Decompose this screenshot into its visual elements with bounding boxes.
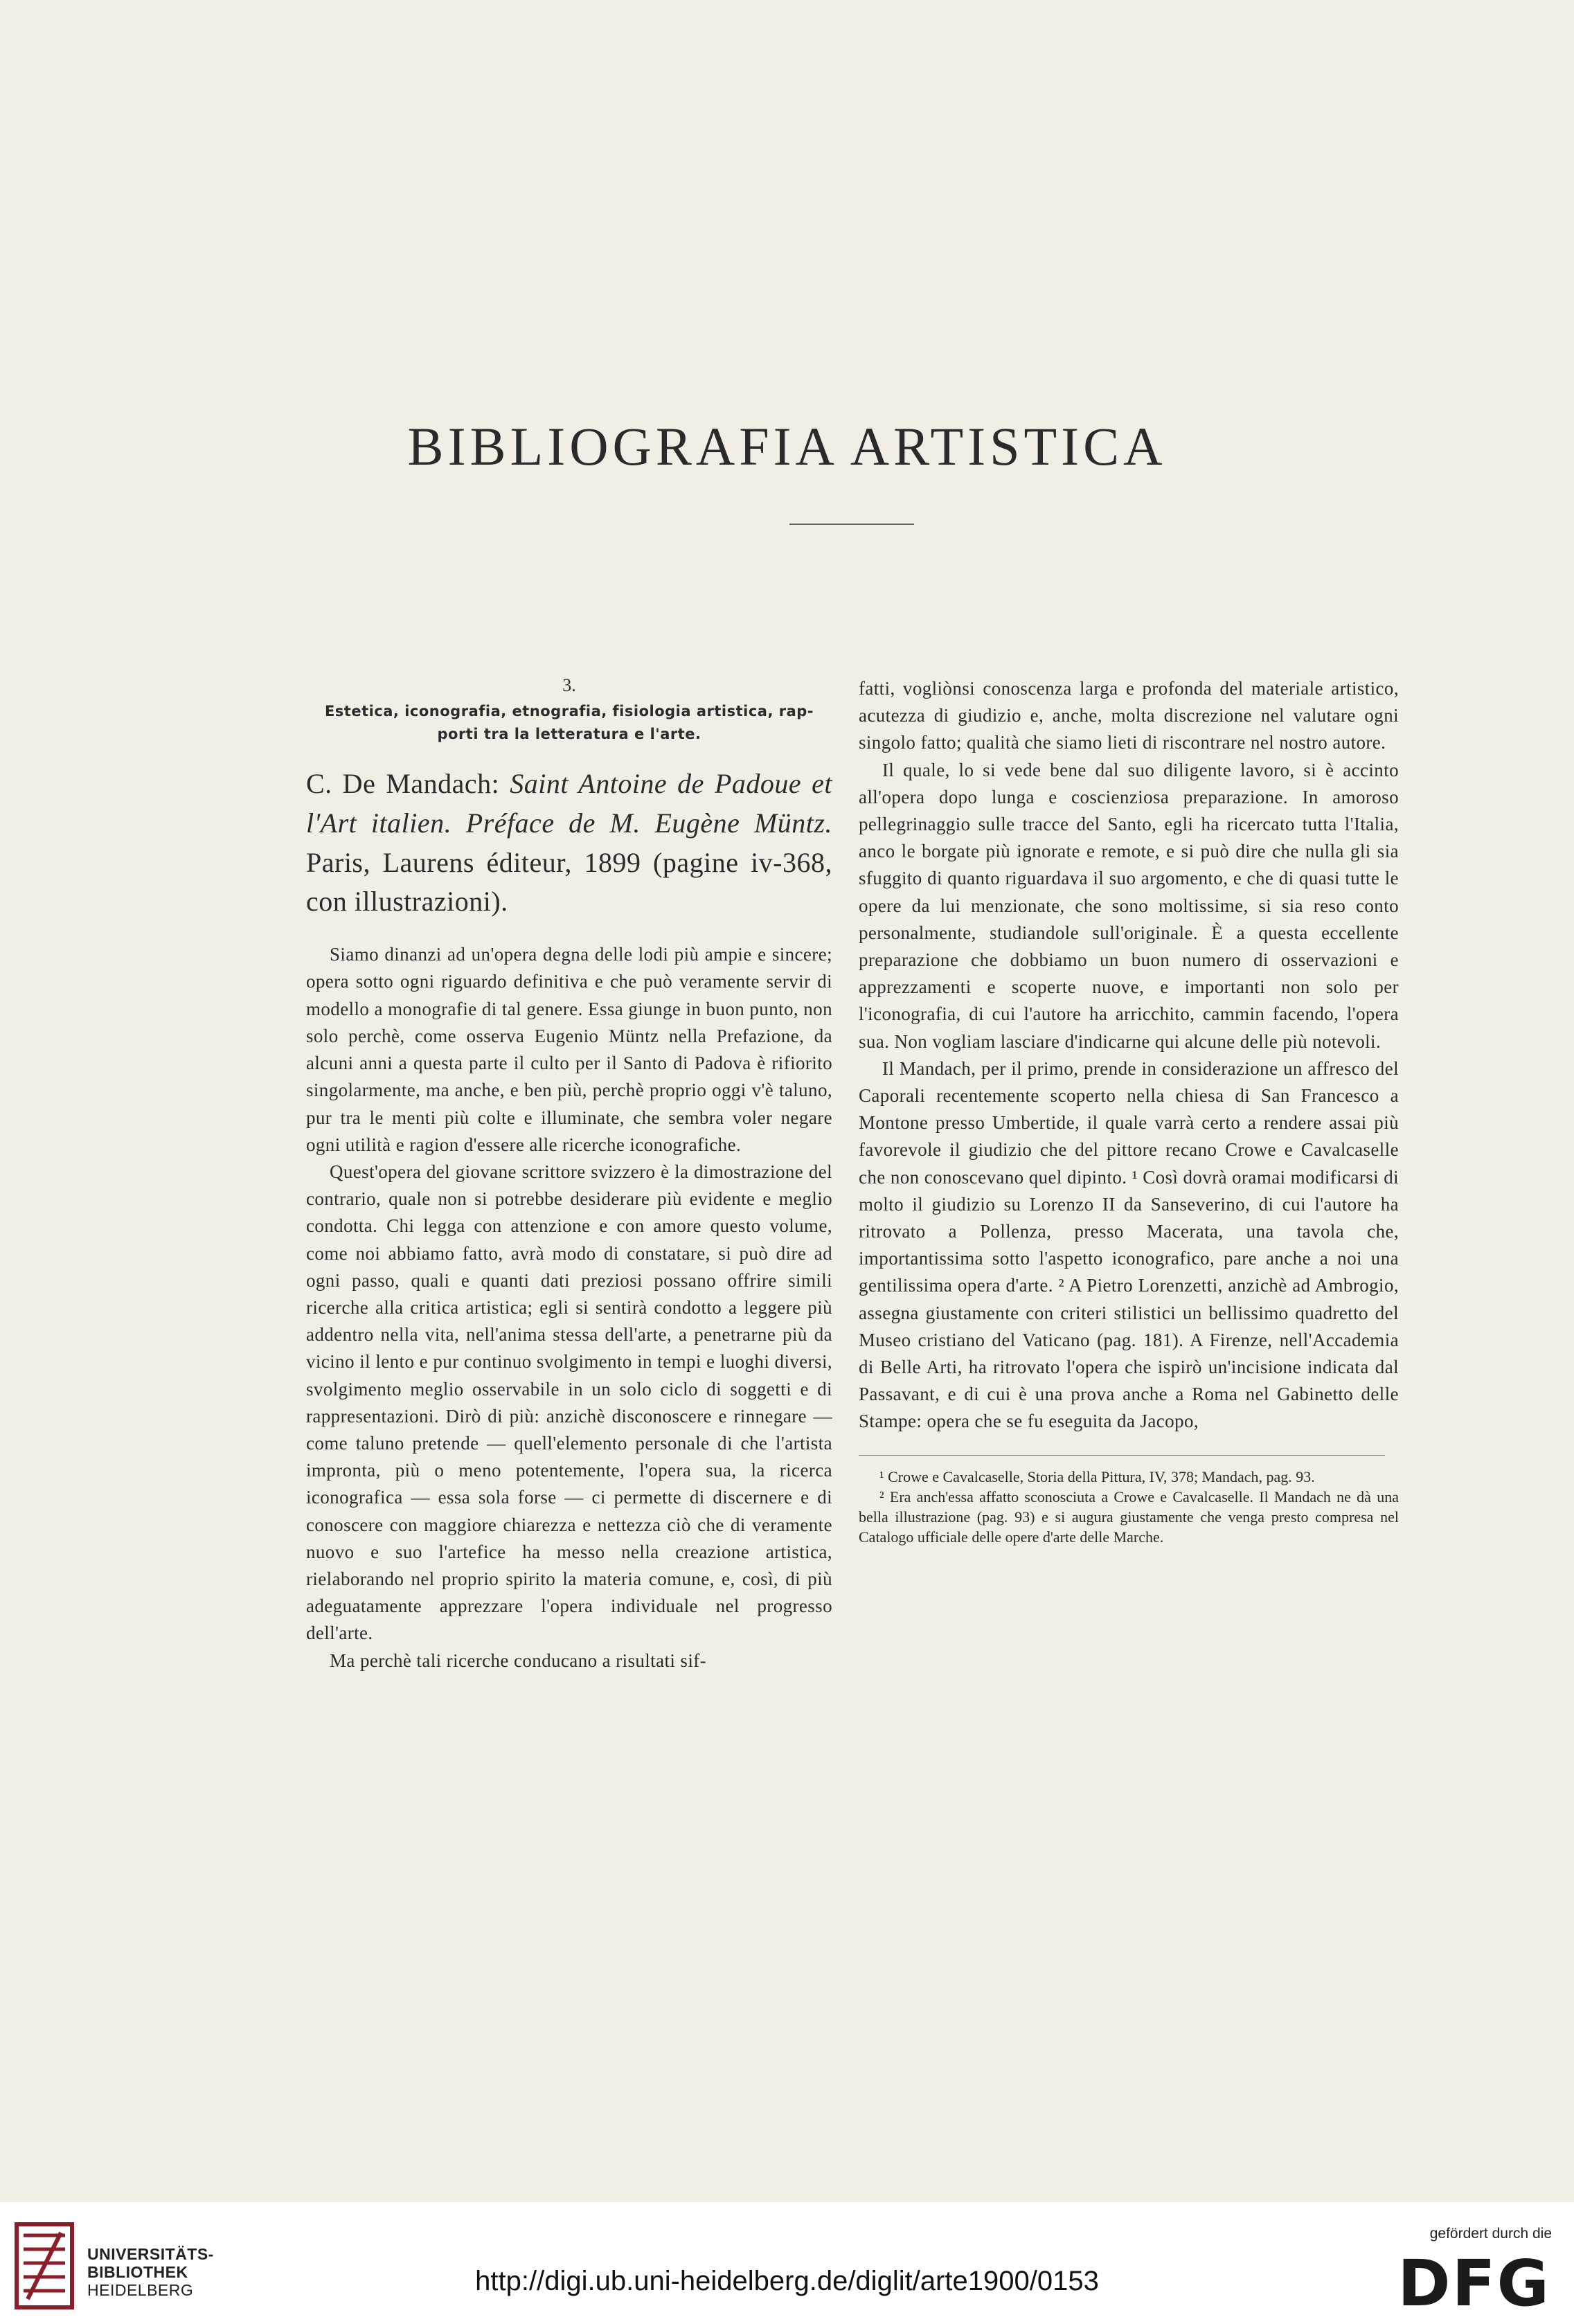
book-entry	[306, 765, 832, 922]
library-name-line: HEIDELBERG	[87, 2281, 194, 2299]
funding-label: gefördert durch die	[1429, 2226, 1552, 2242]
footnote: ² Era anch'essa affatto sconosciuta a Crowe e Cavalcaselle. Il Mandach ne dà una bella illustrazione (pag. 93) e si augura giustamente che venga presto compresa nel Catalogo ufficiale delle opere d'arte delle Marche.	[859, 1488, 1399, 1546]
body-paragraph: Ma perchè tali ricerche conducano a risultati sif-	[330, 1650, 707, 1671]
viewer-footer	[0, 2202, 1574, 2324]
library-name-line: UNIVERSITÄTS-	[87, 2245, 214, 2263]
section-heading-line: porti tra la letteratura e l'arte.	[437, 725, 701, 742]
body-paragraph: Il quale, lo si vede bene dal suo diligente lavoro, si è accinto all'opera dopo lunga e coscienziosa preparazione. In amoroso pellegrinaggio sulle tracce del Santo, egli ha ricercato tutta l'Italia, anco le borgate più ignorate e remote, e si può dire che nulla gli sia sfuggito di quanto riguardava il suo argomento, e che di quasi tutte le opere da lui menzionate, che sono moltissime, si sia reso conto personalmente, studiandole sull'originale. È a questa eccellente preparazione che dobbiamo un buon numero di osservazioni e apprezzamenti e scoperte nuove, e importanti non solo per l'iconografia, di cui l'autore ha arricchito, cammin facendo, l'opera sua. Non vogliam lasciare d'indicarne qui alcune delle più notevoli.	[859, 759, 1399, 1052]
body-paragraph: fatti, vogliònsi conoscenza larga e profonda del materiale artistico, acutezza di giudizio e, anche, molta discrezione nel valutare ogni singolo fatto; qualità che siamo lieti di riscontrare nel nostro autore.	[859, 678, 1399, 753]
title-divider	[789, 524, 914, 525]
dfg-logo: DFG	[1397, 2246, 1550, 2321]
body-paragraph: Siamo dinanzi ad un'opera degna delle lodi più ampie e sincere; opera sotto ogni riguardo definitiva e che può veramente servir di modello a monografie di tal genere. Essa giunge in buon punto, non solo perchè, come osserva Eugenio Müntz nella Prefazione, da alcuni anni a questa parte il culto per il Santo di Padova è rifiorito singolarmente, ma anche, e ben più, perchè proprio oggi v'è taluno, pur tra le menti più colte e illuminate, che sembra voler negare ogni utilità e ragion d'essere alle ricerche iconografiche.	[306, 944, 832, 1155]
book-author: C. De Mandach:	[306, 768, 500, 800]
body-paragraph: Il Mandach, per il primo, prende in considerazione un affresco del Caporali recentemente scoperto nella chiesa di San Francesco a Montone presso Umbertide, il quale varrà certo a rendere assai più favorevole il giudizio che del pittore recano Crowe e Cavalcaselle che non conoscevano quel dipinto. ¹ Così dovrà oramai modificarsi di molto il giudizio su Lorenzo II da Sanseverino, di cui l'autore ha ritrovato a Pollenza, presso Macerata, una tavola che, importantissima sotto l'aspetto iconografico, pare anche a noi una gentilissima opera d'arte. ² A Pietro Lorenzetti, anzichè ad Ambrogio, assegna giustamente con criteri stilistici un bellissimo quadretto del Museo cristiano del Vaticano (pag. 181). A Firenze, nell'Accademia di Belle Arti, ha ritrovato l'opera che ispirò un'incisione indicata dal Passavant, e di cui è una prova anche a Roma nel Gabinetto delle Stampe: opera che se fu eseguita da Jacopo,	[859, 1057, 1399, 1432]
page-title: BIBLIOGRAFIA ARTISTICA	[407, 416, 1167, 476]
footnote: ¹ Crowe e Cavalcaselle, Storia della Pittura, IV, 378; Mandach, pag. 93.	[879, 1468, 1315, 1486]
book-publication: Paris, Laurens éditeur, 1899 (pagine iv-368, con illustrazioni).	[306, 846, 832, 918]
document-url-link[interactable]: http://digi.ub.uni-heidelberg.de/diglit/arte1900/0153	[475, 2266, 1099, 2296]
right-column	[859, 675, 1399, 1547]
section-heading-line: Estetica, iconografia, etnografia, fisiologia artistica, rap-	[324, 703, 814, 719]
book-title: Saint Antoine de Padoue et l'Art italien. Préface de M. Eugène Müntz.	[306, 768, 832, 839]
footnote-divider	[859, 1455, 1385, 1456]
library-name-line: BIBLIOTHEK	[87, 2263, 188, 2281]
body-paragraph: Quest'opera del giovane scrittore svizzero è la dimostrazione del contrario, quale non si potrebbe desiderare più evidente e meglio condotta. Chi legga con attenzione e con amore questo volume, come noi abbiamo fatto, avrà modo di constatare, si può dire ad ogni passo, quali e quanti dati preziosi possano offrire simili ricerche alla critica artistica; egli si sentirà condotto a leggere più addentro nella vita, nell'anima stessa dell'arte, a penetrarne più da vicino il lento e pur continuo svolgimento in tempi e luoghi diversi, svolgimento meglio osservabile in un solo ciclo di soggetti e di rappresentazioni. Dirò di più: anzichè disconoscere e rinnegare — come taluno pretende — quell'elemento personale di che l'artista impronta, più o meno potentemente, l'opera sua, la ricerca iconografica — essa sola forse — ci permette di discernere e di conoscere con maggiore chiarezza e nettezza ciò che di veramente nuovo e suo l'artefice ha messo nella creazione artistica, rielaborando nel proprio spirito la materia comune, e, così, di più adeguatamente apprezzare l'opera individuale nel progresso dell'arte.	[306, 1161, 832, 1644]
left-column	[306, 675, 832, 1674]
section-number: 3.	[562, 675, 576, 695]
section-heading	[306, 700, 832, 745]
